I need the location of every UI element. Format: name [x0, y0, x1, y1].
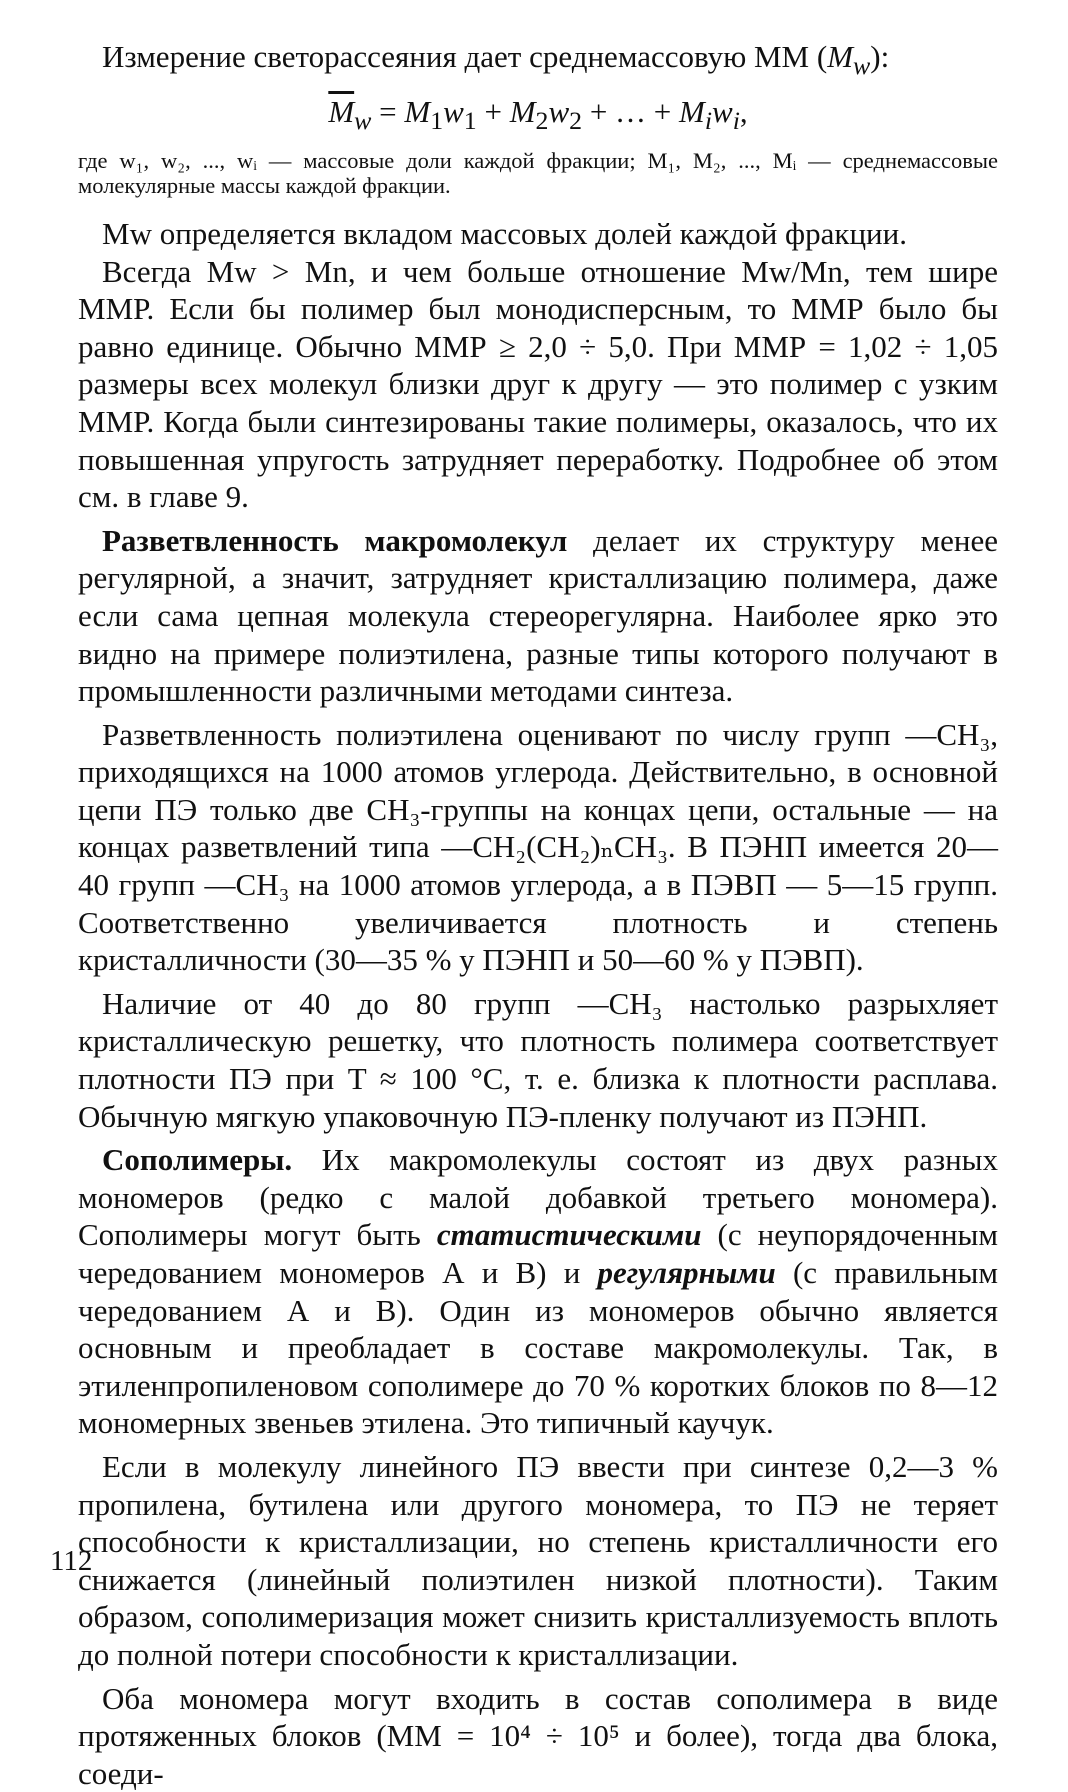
formula-sub: i	[732, 105, 740, 135]
page-number: 112	[50, 1545, 93, 1577]
formula-term: M	[509, 93, 536, 129]
formula-term: w	[548, 93, 570, 129]
paragraph-5: Наличие от 40 до 80 групп —CH₃ настолько разрыхляет кристаллическую решетку, что плотность полимера соответствует плотности ПЭ при T ≈ 100 °C, т. е. близка к плотности расплава. Обычную мягкую упаковочную ПЭ-пленку получают из ПЭНП.	[78, 985, 998, 1134]
formula-term: w	[443, 93, 464, 129]
intro-text: Измерение светорассеяния дает среднемассовую ММ (	[102, 39, 828, 74]
formula-term: M	[679, 93, 705, 129]
paragraph-6-text-c: (с правильным чередованием А и В). Один из мономеров обычно является основным и преобладает в составе макромолекулы. Так, в этиленпропиленовом сополимере до 70 % коротких блоков по 8—12 мономерных звеньев этилена. Это типичный каучук.	[78, 1255, 998, 1441]
intro-subscript: w	[853, 51, 871, 81]
term-statistical: статистическими	[436, 1217, 702, 1253]
formula-lhs-sub: w	[354, 105, 372, 135]
paragraph-6-text-a: Их макромолекулы состоят из двух разных мономеров (редко с малой добавкой третьего мономера). Сополимеры могут быть	[78, 1142, 998, 1253]
term-regular: регулярными	[597, 1255, 776, 1290]
intro-paragraph	[78, 38, 998, 85]
paragraph-6-text-b: (с неупорядоченным чередованием мономеров А и В) и	[78, 1217, 998, 1290]
formula-note: где w₁, w₂, ..., wᵢ — массовые доли каждой фракции; M₁, M₂, ..., Mᵢ — среднемассовые молекулярные массы каждой фракции.	[78, 147, 998, 199]
paragraph-6	[78, 1141, 998, 1442]
formula-lhs: $\overline{M}$	[328, 93, 355, 129]
formula-sub: 2	[535, 105, 549, 135]
paragraph-4: Разветвленность полиэтилена оценивают по числу групп —CH₃, приходящихся на 1000 атомов углерода. Действительно, в основной цепи ПЭ только две CH₃-группы на концах цепи, остальные — на концах разветвлений типа —CH₂(CH₂)ₙCH₃. В ПЭНП имеется 20—40 групп —CH₃ на 1000 атомов углерода, а в ПЭВП — 5—15 групп. Соответственно увеличивается плотность и степень кристалличности (30—35 % у ПЭНП и 50—60 % у ПЭВП).	[78, 716, 998, 978]
formula-op: +	[476, 93, 510, 129]
formula-end: ,	[739, 93, 748, 129]
intro-end: ):	[870, 39, 890, 74]
formula-eq: =	[371, 93, 405, 129]
formula-op: + … +	[582, 93, 680, 129]
term-copolymers: Сополимеры.	[102, 1142, 293, 1178]
paragraph-3-text: делает их структуру менее регулярной, а значит, затрудняет кристаллизацию полимера, даже если сама цепная молекула стереорегулярна. Наиболее ярко это видно на примере полиэтилена, разные типы которого получают в промышленности различными методами синтеза.	[78, 522, 998, 709]
formula-term: M	[404, 93, 431, 129]
formula-sub: 2	[569, 105, 583, 135]
paragraph-8: Оба мономера могут входить в состав сополимера в виде протяженных блоков (ММ = 10⁴ ÷ 10⁵ и более), тогда два блока, соеди-	[78, 1680, 998, 1791]
formula-term: w	[712, 93, 733, 129]
intro-symbol: M	[827, 39, 854, 74]
paragraph-2: Всегда Mw > Mn, и чем больше отношение Mw/Mn, тем шире ММР. Если бы полимер был монодисперсным, то ММР было бы равно единице. Обычно ММР ≥ 2,0 ÷ 5,0. При ММР = 1,02 ÷ 1,05 размеры всех молекул близки друг к другу — это полимер с узким ММР. Когда были синтезированы такие полимеры, оказалось, что их повышенная упругость затрудняет переработку. Подробнее об этом см. в главе 9.	[78, 253, 998, 515]
paragraph-7: Если в молекулу линейного ПЭ ввести при синтезе 0,2—3 % пропилена, бутилена или другого мономера, то ПЭ не теряет способности к кристаллизации, но степень кристалличности его снижается (линейный полиэтилен низкой плотности). Таким образом, сополимеризация может снизить кристаллизуемость вплоть до полной потери способности к кристаллизации.	[78, 1448, 998, 1672]
formula-mw	[78, 93, 998, 140]
paragraph-1: Mw определяется вкладом массовых долей каждой фракции.	[102, 215, 907, 251]
paragraph-3	[78, 522, 998, 710]
formula-sub: i	[704, 105, 713, 135]
page-body	[78, 38, 998, 1792]
formula-sub: 1	[463, 105, 477, 135]
term-branching: Разветвленность макромолекул	[102, 522, 568, 558]
formula-sub: 1	[430, 105, 444, 135]
